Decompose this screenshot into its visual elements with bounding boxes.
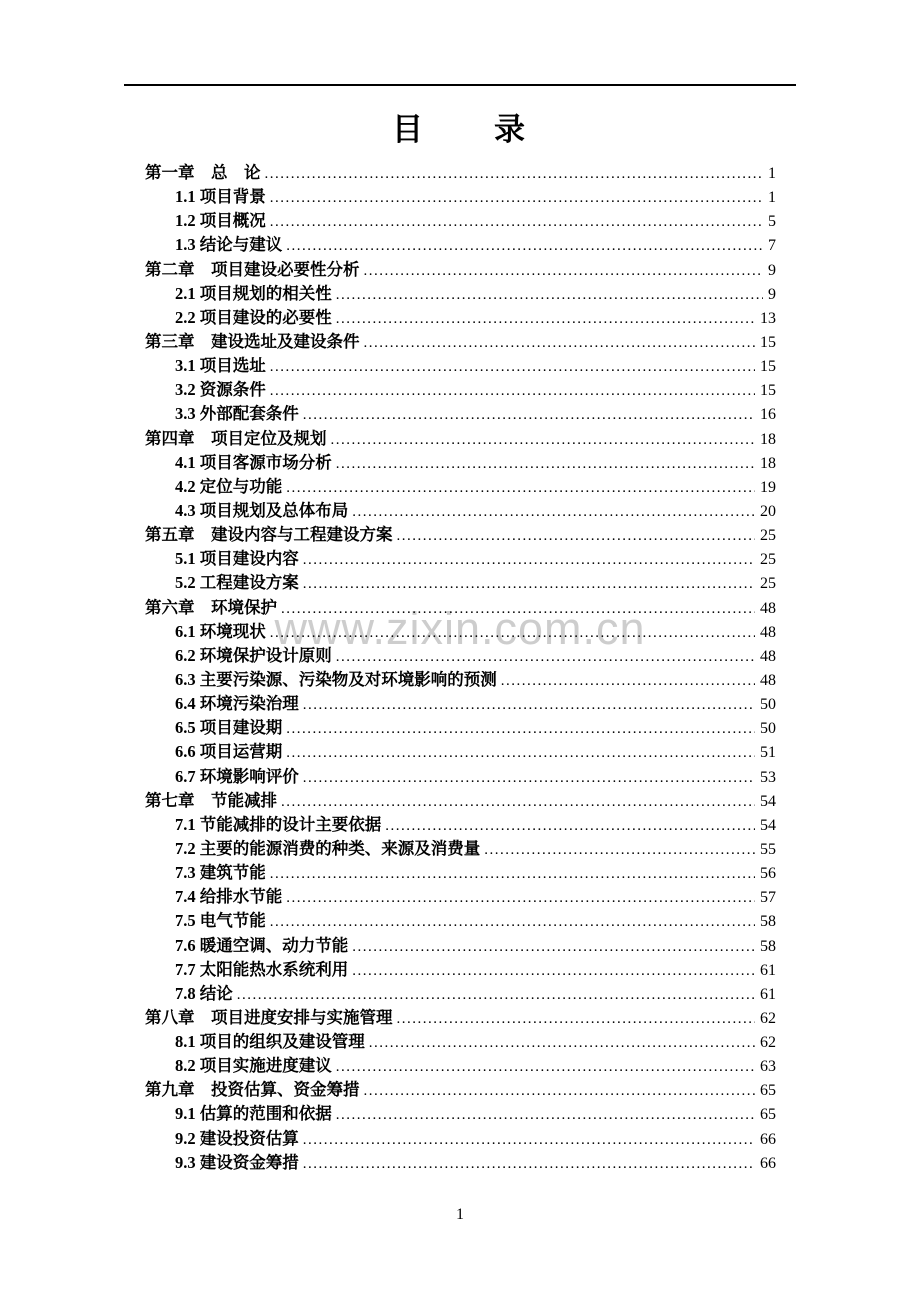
- toc-entry-page: 61: [760, 985, 776, 1003]
- toc-leader-dots: [352, 934, 755, 959]
- toc-entry-page: 54: [760, 816, 776, 834]
- toc-entry-label: 7.5 电气节能: [175, 911, 266, 931]
- toc-entry-page: 48: [760, 623, 776, 641]
- toc-leader-dots: [303, 547, 755, 572]
- toc-entry: [145, 958, 776, 982]
- toc-leader-dots: [286, 885, 755, 910]
- toc-leader-dots: [501, 668, 755, 693]
- toc-entry-label: 7.3 建筑节能: [175, 863, 266, 883]
- toc-entry: [145, 596, 776, 620]
- toc-entry: [145, 282, 776, 306]
- toc-leader-dots: [364, 258, 764, 283]
- toc-leader-dots: [336, 282, 763, 307]
- toc-entry-label: 5.1 项目建设内容: [175, 549, 299, 569]
- toc-entry-page: 19: [760, 478, 776, 496]
- toc-leader-dots: [336, 451, 755, 476]
- toc-leader-dots: [385, 813, 755, 838]
- toc-entry-page: 5: [768, 213, 776, 231]
- toc-leader-dots: [364, 1078, 756, 1103]
- toc-entry-label: 2.1 项目规划的相关性: [175, 283, 332, 303]
- toc-entry: [145, 475, 776, 499]
- toc-entry: [145, 233, 776, 257]
- toc-entry: [145, 402, 776, 426]
- toc-entry: [145, 523, 776, 547]
- toc-leader-dots: [303, 1151, 755, 1176]
- toc-entry: [145, 982, 776, 1006]
- toc-entry-page: 54: [760, 792, 776, 810]
- toc-leader-dots: [336, 644, 755, 669]
- toc-entry-label: 第二章 项目建设必要性分析: [145, 259, 360, 279]
- watermark-text: www.zixin.com.cn: [274, 603, 646, 654]
- toc-entry-page: 1: [768, 165, 776, 182]
- toc-leader-dots: [303, 765, 755, 790]
- toc-entry-label: 6.7 环境影响评价: [175, 766, 299, 786]
- toc-entry: [145, 765, 776, 789]
- toc-leader-dots: [270, 620, 755, 645]
- toc-entry: [145, 668, 776, 692]
- toc-entry-page: 61: [760, 961, 776, 979]
- toc-entry-page: 18: [760, 454, 776, 472]
- toc-leader-dots: [270, 378, 755, 403]
- toc-leader-dots: [397, 1006, 756, 1031]
- toc-leader-dots: [286, 475, 755, 500]
- toc-entry: [145, 1127, 776, 1151]
- footer-page-number: 1: [456, 1206, 464, 1223]
- toc-entry-page: 66: [760, 1154, 776, 1172]
- toc-entry-page: 62: [760, 1009, 776, 1027]
- toc-entry-label: 3.2 资源条件: [175, 380, 266, 400]
- toc-leader-dots: [303, 692, 755, 717]
- toc-leader-dots: [336, 1054, 755, 1079]
- toc-entry: [145, 451, 776, 475]
- toc-entry-page: 63: [760, 1058, 776, 1076]
- toc-entry: [145, 1054, 776, 1078]
- toc-entry-label: 第一章 总 论: [145, 163, 261, 182]
- toc-entry-page: 18: [760, 430, 776, 448]
- toc-entry-label: 1.2 项目概况: [175, 211, 266, 231]
- toc-entry-page: 56: [760, 865, 776, 883]
- toc-entry-label: 7.1 节能减排的设计主要依据: [175, 814, 382, 834]
- toc-entry-page: 48: [760, 599, 776, 617]
- toc-entry: [145, 1078, 776, 1102]
- toc-leader-dots: [331, 427, 756, 452]
- toc-entry: [145, 1006, 776, 1030]
- toc-entry-label: 6.3 主要污染源、污染物及对环境影响的预测: [175, 669, 497, 689]
- toc-entry-label: 6.5 项目建设期: [175, 718, 283, 738]
- toc-entry: [145, 306, 776, 330]
- toc-leader-dots: [336, 1102, 755, 1127]
- toc-entry-label: 9.3 建设资金筹措: [175, 1152, 299, 1172]
- toc-entry-page: 15: [760, 358, 776, 376]
- toc-leader-dots: [270, 861, 755, 886]
- toc-entry: [145, 885, 776, 909]
- toc-entry: [145, 909, 776, 933]
- toc-entry-page: 15: [760, 382, 776, 400]
- page-title: 目 录: [392, 112, 528, 147]
- toc-leader-dots: [484, 837, 755, 862]
- toc-entry-page: 15: [760, 333, 776, 351]
- toc-entry-label: 7.7 太阳能热水系统利用: [175, 959, 349, 979]
- toc-entry-label: 8.2 项目实施进度建议: [175, 1056, 332, 1076]
- toc-entry-page: 65: [760, 1082, 776, 1100]
- toc-leader-dots: [303, 571, 755, 596]
- toc-entry: [145, 258, 776, 282]
- toc-entry-label: 2.2 项目建设的必要性: [175, 307, 332, 327]
- toc-entry: [145, 378, 776, 402]
- toc-entry-label: 4.3 项目规划及总体布局: [175, 500, 349, 520]
- toc-leader-dots: [237, 982, 755, 1007]
- header-rule: [124, 84, 796, 86]
- toc-entry-page: 9: [768, 285, 776, 303]
- toc-entry-label: 6.4 环境污染治理: [175, 694, 299, 714]
- toc-leader-dots: [286, 233, 763, 258]
- toc-entry: [145, 716, 776, 740]
- toc-entry: [145, 789, 776, 813]
- toc-entry: [145, 499, 776, 523]
- toc-entry: [145, 644, 776, 668]
- toc-entry-page: 9: [768, 261, 776, 279]
- toc-entry-label: 第七章 节能减排: [145, 790, 277, 810]
- toc-entry: [145, 330, 776, 354]
- toc-leader-dots: [270, 209, 763, 234]
- toc-entry-label: 7.2 主要的能源消费的种类、来源及消费量: [175, 838, 481, 858]
- toc-entry-page: 16: [760, 406, 776, 424]
- toc-leader-dots: [364, 330, 756, 355]
- toc-entry: [145, 1030, 776, 1054]
- toc-entry-page: 51: [760, 744, 776, 762]
- toc-entry: [145, 354, 776, 378]
- toc-entry-page: 1: [768, 189, 776, 207]
- toc-entry-label: 第三章 建设选址及建设条件: [145, 331, 360, 351]
- toc-entry: [145, 934, 776, 958]
- toc-entry-label: 9.2 建设投资估算: [175, 1128, 299, 1148]
- toc-leader-dots: [281, 789, 755, 814]
- toc-entry-label: 第九章 投资估算、资金筹措: [145, 1080, 360, 1100]
- toc-entry-label: 9.1 估算的范围和依据: [175, 1104, 332, 1124]
- toc-entry-page: 7: [768, 237, 776, 255]
- toc-entry: [145, 837, 776, 861]
- toc-leader-dots: [369, 1030, 755, 1055]
- toc-leader-dots: [286, 740, 755, 765]
- toc-entry: [145, 861, 776, 885]
- toc-entry: [145, 813, 776, 837]
- toc-entry-label: 6.6 项目运营期: [175, 742, 283, 762]
- toc-entry-label: 7.8 结论: [175, 983, 233, 1003]
- toc-entry-page: 48: [760, 647, 776, 665]
- toc-entry-label: 6.2 环境保护设计原则: [175, 645, 332, 665]
- toc-entry: [145, 571, 776, 595]
- toc-entry-page: 48: [760, 671, 776, 689]
- toc-entry-label: 第五章 建设内容与工程建设方案: [145, 525, 393, 545]
- toc-leader-dots: [270, 185, 763, 210]
- toc-entry-page: 55: [760, 840, 776, 858]
- toc-entry-page: 53: [760, 768, 776, 786]
- toc-entry-label: 第六章 环境保护: [145, 597, 277, 617]
- toc-leader-dots: [352, 499, 755, 524]
- toc-entry-label: 第四章 项目定位及规划: [145, 428, 327, 448]
- toc-entry: [145, 692, 776, 716]
- toc-leader-dots: [303, 402, 755, 427]
- toc-entry-page: 58: [760, 937, 776, 955]
- toc-leader-dots: [265, 161, 764, 186]
- toc-entry-label: 8.1 项目的组织及建设管理: [175, 1032, 365, 1052]
- toc-entry: [145, 547, 776, 571]
- toc-entry-label: 3.3 外部配套条件: [175, 404, 299, 424]
- toc-entry-label: 7.6 暖通空调、动力节能: [175, 935, 349, 955]
- toc-leader-dots: [270, 354, 755, 379]
- toc-entry: [145, 1151, 776, 1175]
- toc-entry-page: 20: [760, 502, 776, 520]
- toc-leader-dots: [336, 306, 755, 331]
- toc-entry: [145, 620, 776, 644]
- toc-leader-dots: [270, 909, 755, 934]
- toc-entry: [145, 209, 776, 233]
- toc-entry-page: 65: [760, 1106, 776, 1124]
- toc-entry: [145, 161, 776, 185]
- table-of-contents: [145, 161, 776, 1175]
- toc-entry-label: 第八章 项目进度安排与实施管理: [145, 1007, 393, 1027]
- toc-leader-dots: [352, 958, 755, 983]
- toc-entry: [145, 740, 776, 764]
- toc-entry-label: 4.2 定位与功能: [175, 476, 283, 496]
- toc-entry: [145, 185, 776, 209]
- toc-entry-page: 50: [760, 696, 776, 714]
- toc-entry-page: 62: [760, 1034, 776, 1052]
- toc-entry-label: 4.1 项目客源市场分析: [175, 452, 332, 472]
- toc-entry-page: 58: [760, 913, 776, 931]
- toc-entry-page: 25: [760, 551, 776, 569]
- toc-entry-page: 66: [760, 1130, 776, 1148]
- toc-leader-dots: [303, 1127, 755, 1152]
- toc-entry-label: 6.1 环境现状: [175, 621, 266, 641]
- toc-entry-label: 3.1 项目选址: [175, 356, 266, 376]
- toc-entry-page: 50: [760, 720, 776, 738]
- toc-entry-label: 1.1 项目背景: [175, 187, 266, 207]
- toc-entry-label: 7.4 给排水节能: [175, 887, 283, 907]
- toc-entry-label: 5.2 工程建设方案: [175, 573, 299, 593]
- toc-leader-dots: [397, 523, 756, 548]
- toc-leader-dots: [281, 596, 755, 621]
- toc-entry-page: 13: [760, 309, 776, 327]
- toc-entry-label: 1.3 结论与建议: [175, 235, 283, 255]
- toc-entry-page: 25: [760, 527, 776, 545]
- toc-entry-page: 57: [760, 889, 776, 907]
- toc-entry: [145, 1102, 776, 1126]
- toc-leader-dots: [286, 716, 755, 741]
- toc-entry-page: 25: [760, 575, 776, 593]
- toc-entry: [145, 427, 776, 451]
